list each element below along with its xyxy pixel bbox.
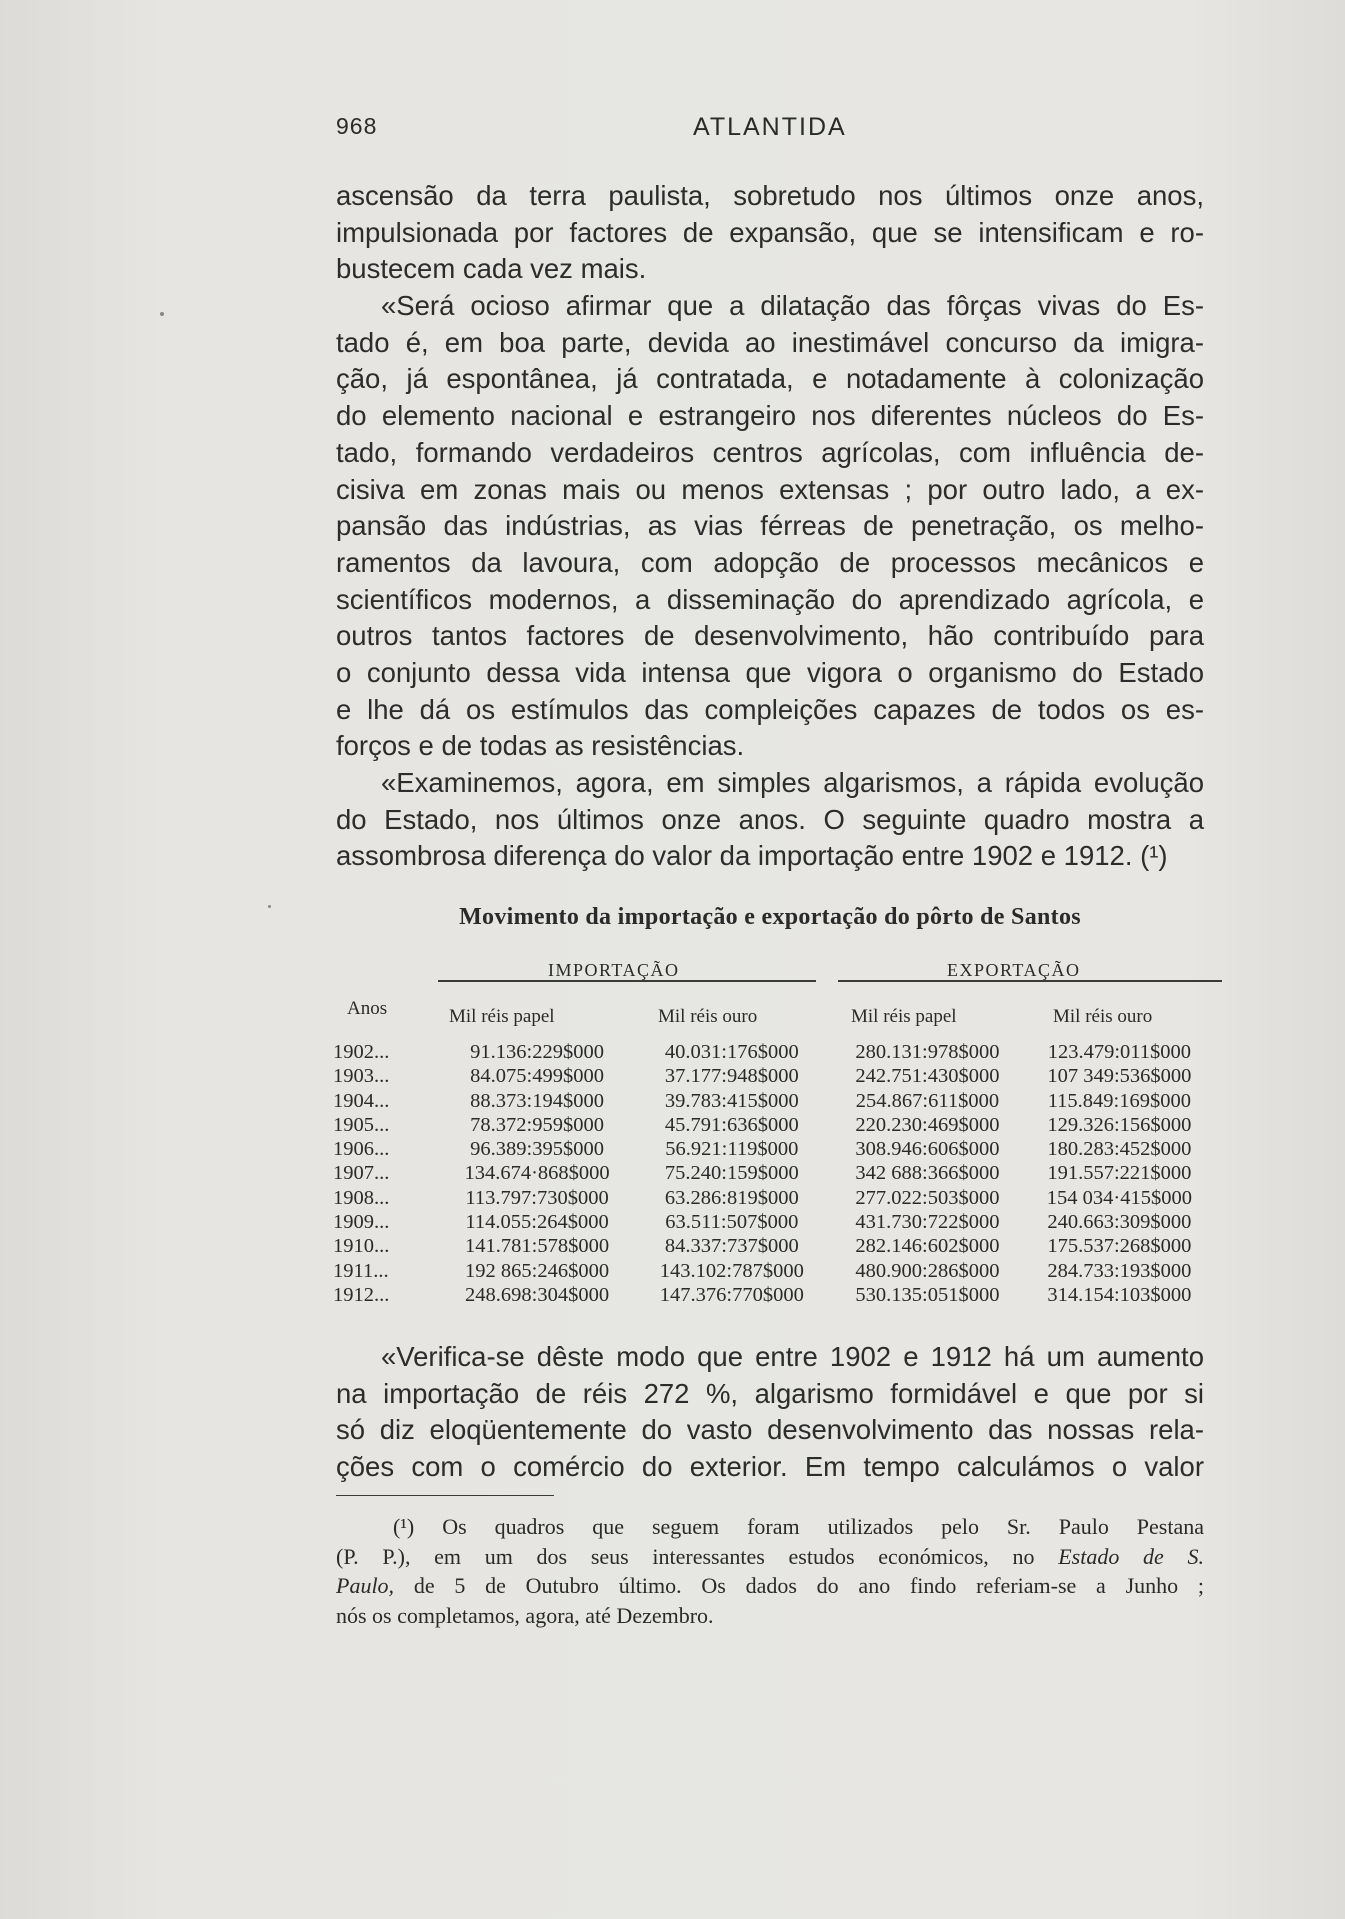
text-line: do elemento nacional e estrangeiro nos diferentes núcleos do Es- [336,400,1204,432]
row-year: 1911... [333,1259,389,1282]
footnote-newspaper-name: Estado de S. [1058,1543,1204,1569]
cell-export-paper: 342 688:366$000 [855,1162,1000,1185]
cell-import-gold: 147.376:770$000 [659,1283,804,1306]
text-line: tado, formando verdadeiros centros agrícolas, com influência de- [336,436,1204,468]
body-paragraphs-bottom [336,1339,1204,1486]
footnote-line [336,1571,1204,1601]
table-row [333,1259,1213,1283]
cell-import-gold: 39.783:415$000 [664,1089,799,1112]
text-line: forços e de todas as resistências. [336,730,745,762]
column-header-import-paper: Mil réis papel [449,1006,555,1027]
text-line: ramentos da lavoura, com adopção de processos mecânicos e [336,546,1204,578]
row-year: 1902... [333,1041,390,1063]
cell-export-gold: 175.537:268$000 [1047,1235,1192,1258]
footnote [336,1512,1204,1630]
cell-import-gold: 40.031:176$000 [664,1041,799,1063]
row-year: 1907... [333,1162,390,1185]
table-body [333,1040,1213,1307]
column-header-export-paper: Mil réis papel [851,1006,957,1027]
table-row [333,1186,1213,1210]
text-line: outros tantos factores de desenvolvimento, hão contribuído para [336,620,1204,652]
cell-export-paper: 277.022:503$000 [855,1186,1000,1209]
group-header-export: EXPORTAÇÃO [947,960,1081,980]
row-year: 1910... [333,1235,390,1258]
row-year: 1903... [333,1065,390,1088]
cell-import-paper: 113.797:730$000 [465,1186,609,1209]
text-line: tado é, em boa parte, devida ao inestimável concurso da imigra- [336,326,1204,358]
paper-speck [160,312,164,316]
cell-import-gold: 63.511:507$000 [665,1211,799,1234]
cell-import-gold: 84.337:737$000 [664,1235,799,1258]
footnote-newspaper-name: Paulo, [336,1573,395,1598]
cell-export-paper: 254.867:611$000 [855,1089,1000,1112]
table-row [333,1113,1213,1137]
text-line: o conjunto dessa vida intensa que vigora o organismo do Estado [336,656,1204,688]
footnote-text: de 5 de Outubro último. Os dados do ano findo referiam-se a Junho ; [394,1573,1204,1598]
group-rule-export [838,980,1222,982]
table-row [333,1089,1213,1113]
table-row [333,1064,1213,1088]
table-title: Movimento da importação e exportação do pôrto de Santos [459,904,1081,930]
cell-import-gold: 37.177:948$000 [664,1065,799,1088]
text-line: do Estado, nos últimos onze anos. O seguinte quadro mostra a [336,803,1204,835]
table-row [333,1234,1213,1258]
column-header-export-gold: Mil réis ouro [1053,1006,1153,1027]
cell-export-gold: 115.849:169$000 [1047,1089,1191,1112]
cell-import-paper: 134.674·868$000 [464,1162,610,1185]
table-row [333,1210,1213,1234]
row-year: 1904... [333,1089,390,1112]
footnote-line [336,1542,1204,1572]
row-year: 1909... [333,1211,390,1234]
footnote-text: (P. P.), em um dos seus interessantes estudos económicos, no [336,1543,1059,1569]
cell-import-gold: 143.102:787$000 [659,1259,804,1282]
table-row [333,1161,1213,1185]
cell-import-paper: 78.372:959$000 [470,1113,604,1136]
text-line: pansão das indústrias, as vias férreas de penetração, os melho- [336,510,1204,542]
column-header-years: Anos [347,998,388,1019]
table-row [333,1137,1213,1161]
text-line: «Verifica-se dêste modo que entre 1902 e 1912 há um aumento [381,1341,1204,1372]
text-line: ções com o comércio do exterior. Em tempo calculámos o valor [336,1451,1204,1483]
footnote-separator [336,1495,554,1496]
page-header [336,113,1196,143]
cell-export-paper: 530.135:051$000 [855,1283,1000,1306]
text-line: «Será ocioso afirmar que a dilatação das fôrças vivas do Es- [381,290,1204,322]
text-line: e lhe dá os estímulos das compleições capazes de todos os es- [336,693,1204,725]
cell-export-gold: 314.154:103$000 [1047,1283,1192,1306]
cell-export-gold: 180.283:452$000 [1047,1138,1192,1161]
cell-export-paper: 220.230:469$000 [855,1113,1000,1136]
cell-import-paper: 88.373:194$000 [470,1089,604,1112]
text-line: bustecem cada vez mais. [336,253,647,285]
cell-export-paper: 431.730:722$000 [855,1211,1000,1234]
text-line: scientíficos modernos, a disseminação do aprendizado agrícola, e [336,583,1204,615]
text-line: só diz eloqüentemente do vasto desenvolvimento das nossas rela- [336,1414,1204,1446]
column-header-import-gold: Mil réis ouro [658,1006,758,1027]
text-line: na importação de réis 272 %, algarismo formidável e que por si [336,1377,1204,1409]
cell-export-gold: 284.733:193$000 [1047,1259,1192,1282]
cell-import-paper: 91.136:229$000 [470,1041,604,1063]
text-line: assombrosa diferença do valor da importação entre 1902 e 1912. (¹) [336,840,1168,872]
table-row [333,1283,1213,1307]
table-row [333,1040,1213,1064]
cell-export-gold: 154 034·415$000 [1046,1186,1192,1209]
cell-import-gold: 63.286:819$000 [664,1186,799,1209]
footnote-line: nós os completamos, agora, até Dezembro. [336,1602,714,1628]
cell-export-gold: 191.557:221$000 [1047,1162,1192,1185]
cell-export-gold: 240.663:309$000 [1047,1211,1192,1234]
row-year: 1906... [333,1138,390,1161]
footnote-line: (¹) Os quadros que seguem foram utilizados pelo Sr. Paulo Pestana [393,1514,1204,1539]
cell-import-paper: 192 865:246$000 [465,1259,610,1282]
cell-export-paper: 480.900:286$000 [855,1259,1000,1282]
text-line: «Examinemos, agora, em simples algarismos, a rápida evolução [381,767,1204,798]
cell-export-paper: 280.131:978$000 [855,1041,1000,1063]
cell-export-gold: 129.326:156$000 [1047,1113,1192,1136]
cell-export-gold: 123.479:011$000 [1047,1041,1191,1063]
cell-import-paper: 84.075:499$000 [470,1065,604,1088]
row-year: 1905... [333,1113,390,1136]
cell-export-paper: 242.751:430$000 [855,1065,1000,1088]
running-title: ATLANTIDA [693,113,847,141]
cell-import-paper: 141.781:578$000 [465,1235,610,1258]
page-number: 968 [336,113,378,139]
group-header-import: IMPORTAÇÃO [548,960,680,980]
cell-export-paper: 308.946:606$000 [855,1138,1000,1161]
body-paragraphs-top [336,178,1204,875]
text-line: impulsionada por factores de expansão, que se intensificam e ro- [336,216,1204,248]
cell-import-gold: 56.921:119$000 [665,1138,799,1161]
cell-import-gold: 45.791:636$000 [664,1113,799,1136]
text-line: ção, já espontânea, já contratada, e notadamente à colonização [336,363,1204,395]
paper-speck [268,905,271,908]
cell-import-paper: 248.698:304$000 [465,1283,610,1306]
cell-import-gold: 75.240:159$000 [664,1162,799,1185]
cell-import-paper: 96.389:395$000 [470,1138,604,1161]
text-line: ascensão da terra paulista, sobretudo nos últimos onze anos, [336,180,1204,211]
row-year: 1912... [333,1283,390,1306]
group-rule-import [438,980,816,982]
cell-export-gold: 107 349:536$000 [1047,1065,1192,1088]
cell-export-paper: 282.146:602$000 [855,1235,1000,1258]
row-year: 1908... [333,1186,390,1209]
cell-import-paper: 114.055:264$000 [465,1211,609,1234]
text-line: cisiva em zonas mais ou menos extensas ; por outro lado, a ex- [336,473,1204,505]
